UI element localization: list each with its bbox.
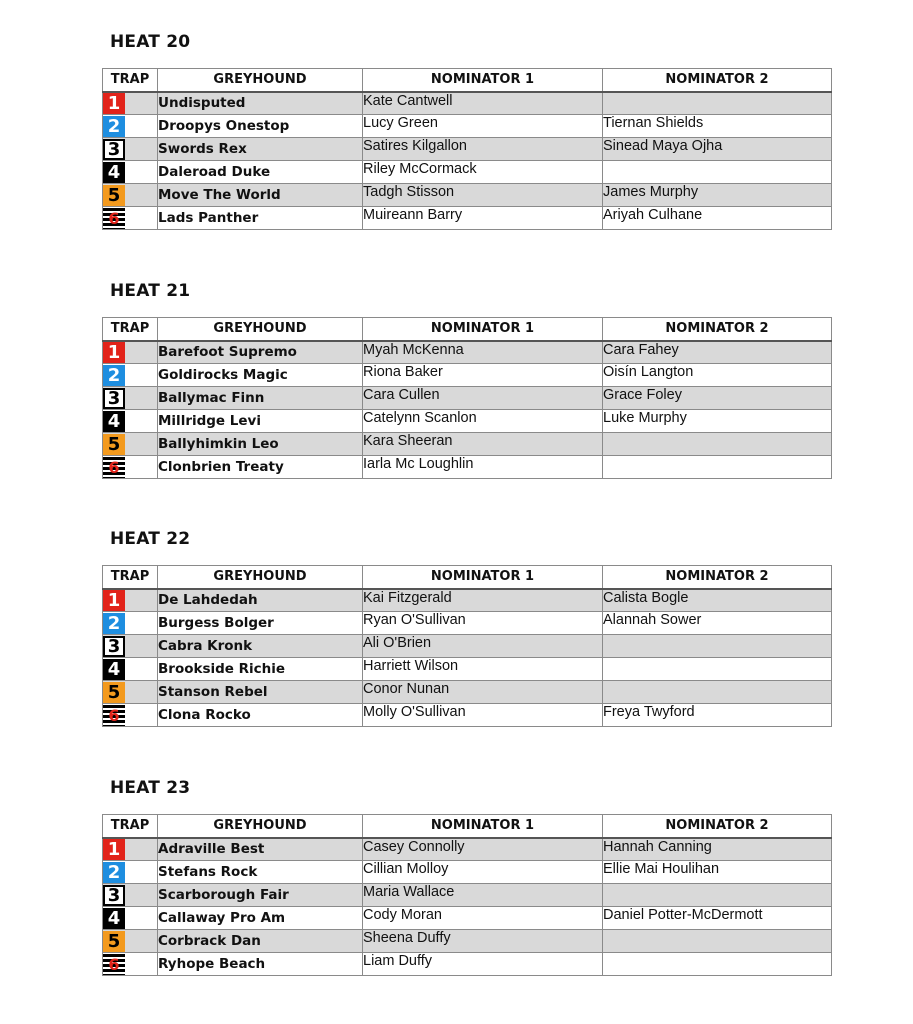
column-header-trap: TRAP (103, 69, 158, 92)
trap-4-badge: 4 (103, 162, 125, 183)
column-header-trap: TRAP (103, 566, 158, 589)
nominator-1-cell: Molly O'Sullivan (363, 704, 603, 727)
greyhound-name: Barefoot Supremo (158, 341, 363, 364)
trap-2-badge: 2 (103, 116, 125, 137)
greyhound-name: Daleroad Duke (158, 161, 363, 184)
trap-cell (103, 184, 158, 207)
nominator-2-cell: Freya Twyford (603, 704, 832, 727)
table-row (103, 184, 832, 207)
greyhound-name: Lads Panther (158, 207, 363, 230)
nominator-1-cell: Kara Sheeran (363, 433, 603, 456)
table-row (103, 861, 832, 884)
nominator-1-cell: Liam Duffy (363, 953, 603, 976)
nominator-1-cell: Conor Nunan (363, 681, 603, 704)
greyhound-name: Stefans Rock (158, 861, 363, 884)
table-row (103, 612, 832, 635)
table-row (103, 161, 832, 184)
greyhound-name: Millridge Levi (158, 410, 363, 433)
trap-cell (103, 930, 158, 953)
heat-table (102, 317, 832, 479)
greyhound-name: Clonbrien Treaty (158, 456, 363, 479)
trap-cell (103, 161, 158, 184)
nominator-1-cell: Maria Wallace (363, 884, 603, 907)
greyhound-name: Ballymac Finn (158, 387, 363, 410)
table-header-row (103, 815, 832, 838)
greyhound-name: Brookside Richie (158, 658, 363, 681)
nominator-1-cell: Iarla Mc Loughlin (363, 456, 603, 479)
table-row (103, 884, 832, 907)
nominator-2-cell (603, 681, 832, 704)
nominator-1-cell: Myah McKenna (363, 341, 603, 364)
trap-6-badge: 6 (103, 457, 125, 478)
greyhound-name: Ballyhimkin Leo (158, 433, 363, 456)
greyhound-name: Burgess Bolger (158, 612, 363, 635)
nominator-1-cell: Riona Baker (363, 364, 603, 387)
heat-table (102, 68, 832, 230)
trap-cell (103, 456, 158, 479)
table-row (103, 589, 832, 612)
nominator-2-cell (603, 930, 832, 953)
trap-5-badge: 5 (103, 434, 125, 455)
trap-6-badge: 6 (103, 705, 125, 726)
column-header-nominator-1: NOMINATOR 1 (363, 69, 603, 92)
trap-cell (103, 612, 158, 635)
trap-cell (103, 681, 158, 704)
column-header-greyhound: GREYHOUND (158, 69, 363, 92)
trap-6-badge: 6 (103, 954, 125, 975)
trap-cell (103, 207, 158, 230)
table-row (103, 907, 832, 930)
heat-title: HEAT 21 (110, 281, 191, 301)
trap-cell (103, 589, 158, 612)
heat-title: HEAT 23 (110, 778, 191, 798)
nominator-2-cell: Sinead Maya Ojha (603, 138, 832, 161)
greyhound-name: Corbrack Dan (158, 930, 363, 953)
greyhound-name: Callaway Pro Am (158, 907, 363, 930)
nominator-2-cell: Tiernan Shields (603, 115, 832, 138)
heat-title: HEAT 20 (110, 32, 191, 52)
trap-2-badge: 2 (103, 365, 125, 386)
nominator-2-cell (603, 884, 832, 907)
trap-cell (103, 115, 158, 138)
nominator-2-cell (603, 635, 832, 658)
trap-cell (103, 861, 158, 884)
nominator-1-cell: Cody Moran (363, 907, 603, 930)
trap-3-badge: 3 (103, 139, 125, 160)
greyhound-name: De Lahdedah (158, 589, 363, 612)
greyhound-name: Cabra Kronk (158, 635, 363, 658)
nominator-1-cell: Lucy Green (363, 115, 603, 138)
column-header-nominator-2: NOMINATOR 2 (603, 69, 832, 92)
nominator-2-cell: Ellie Mai Houlihan (603, 861, 832, 884)
column-header-nominator-2: NOMINATOR 2 (603, 815, 832, 838)
nominator-1-cell: Muireann Barry (363, 207, 603, 230)
nominator-1-cell: Cara Cullen (363, 387, 603, 410)
nominator-2-cell: Daniel Potter-McDermott (603, 907, 832, 930)
nominator-2-cell: Cara Fahey (603, 341, 832, 364)
table-row (103, 115, 832, 138)
greyhound-name: Move The World (158, 184, 363, 207)
nominator-1-cell: Kai Fitzgerald (363, 589, 603, 612)
trap-5-badge: 5 (103, 682, 125, 703)
greyhound-name: Adraville Best (158, 838, 363, 861)
table-row (103, 410, 832, 433)
trap-cell (103, 635, 158, 658)
table-row (103, 207, 832, 230)
trap-3-badge: 3 (103, 885, 125, 906)
nominator-2-cell (603, 456, 832, 479)
table-row (103, 681, 832, 704)
table-row (103, 364, 832, 387)
trap-cell (103, 364, 158, 387)
table-row (103, 704, 832, 727)
trap-5-badge: 5 (103, 931, 125, 952)
trap-1-badge: 1 (103, 590, 125, 611)
trap-3-badge: 3 (103, 636, 125, 657)
nominator-1-cell: Catelynn Scanlon (363, 410, 603, 433)
column-header-greyhound: GREYHOUND (158, 566, 363, 589)
trap-4-badge: 4 (103, 659, 125, 680)
table-row (103, 433, 832, 456)
nominator-1-cell: Ryan O'Sullivan (363, 612, 603, 635)
table-row (103, 92, 832, 115)
table-row (103, 456, 832, 479)
nominator-1-cell: Ali O'Brien (363, 635, 603, 658)
trap-1-badge: 1 (103, 342, 125, 363)
trap-2-badge: 2 (103, 613, 125, 634)
column-header-nominator-1: NOMINATOR 1 (363, 318, 603, 341)
trap-1-badge: 1 (103, 93, 125, 114)
column-header-trap: TRAP (103, 815, 158, 838)
greyhound-name: Swords Rex (158, 138, 363, 161)
trap-cell (103, 704, 158, 727)
nominator-1-cell: Casey Connolly (363, 838, 603, 861)
nominator-1-cell: Tadgh Stisson (363, 184, 603, 207)
trap-cell (103, 907, 158, 930)
trap-cell (103, 92, 158, 115)
column-header-nominator-1: NOMINATOR 1 (363, 815, 603, 838)
nominator-2-cell: Grace Foley (603, 387, 832, 410)
column-header-nominator-2: NOMINATOR 2 (603, 318, 832, 341)
nominator-2-cell: Alannah Sower (603, 612, 832, 635)
nominator-2-cell: Oisín Langton (603, 364, 832, 387)
nominator-1-cell: Harriett Wilson (363, 658, 603, 681)
trap-6-badge: 6 (103, 208, 125, 229)
greyhound-name: Clona Rocko (158, 704, 363, 727)
greyhound-name: Goldirocks Magic (158, 364, 363, 387)
greyhound-name: Scarborough Fair (158, 884, 363, 907)
trap-4-badge: 4 (103, 908, 125, 929)
nominator-1-cell: Sheena Duffy (363, 930, 603, 953)
nominator-2-cell (603, 953, 832, 976)
greyhound-name: Undisputed (158, 92, 363, 115)
table-row (103, 635, 832, 658)
greyhound-name: Stanson Rebel (158, 681, 363, 704)
nominator-2-cell (603, 161, 832, 184)
column-header-greyhound: GREYHOUND (158, 318, 363, 341)
table-header-row (103, 566, 832, 589)
column-header-nominator-2: NOMINATOR 2 (603, 566, 832, 589)
nominator-1-cell: Cillian Molloy (363, 861, 603, 884)
nominator-2-cell: James Murphy (603, 184, 832, 207)
trap-cell (103, 884, 158, 907)
nominator-2-cell: Ariyah Culhane (603, 207, 832, 230)
table-row (103, 930, 832, 953)
column-header-trap: TRAP (103, 318, 158, 341)
table-row (103, 138, 832, 161)
trap-cell (103, 410, 158, 433)
trap-1-badge: 1 (103, 839, 125, 860)
nominator-1-cell: Riley McCormack (363, 161, 603, 184)
nominator-2-cell: Calista Bogle (603, 589, 832, 612)
trap-cell (103, 953, 158, 976)
trap-cell (103, 658, 158, 681)
nominator-2-cell (603, 433, 832, 456)
nominator-2-cell: Luke Murphy (603, 410, 832, 433)
nominator-2-cell (603, 92, 832, 115)
table-row (103, 953, 832, 976)
trap-cell (103, 387, 158, 410)
nominator-2-cell (603, 658, 832, 681)
table-header-row (103, 318, 832, 341)
greyhound-name: Ryhope Beach (158, 953, 363, 976)
heat-title: HEAT 22 (110, 529, 191, 549)
trap-5-badge: 5 (103, 185, 125, 206)
trap-cell (103, 138, 158, 161)
table-header-row (103, 69, 832, 92)
trap-cell (103, 433, 158, 456)
trap-4-badge: 4 (103, 411, 125, 432)
nominator-2-cell: Hannah Canning (603, 838, 832, 861)
trap-cell (103, 341, 158, 364)
trap-3-badge: 3 (103, 388, 125, 409)
heat-table (102, 565, 832, 727)
trap-2-badge: 2 (103, 862, 125, 883)
column-header-greyhound: GREYHOUND (158, 815, 363, 838)
greyhound-name: Droopys Onestop (158, 115, 363, 138)
table-row (103, 341, 832, 364)
table-row (103, 658, 832, 681)
heat-table (102, 814, 832, 976)
nominator-1-cell: Kate Cantwell (363, 92, 603, 115)
column-header-nominator-1: NOMINATOR 1 (363, 566, 603, 589)
nominator-1-cell: Satires Kilgallon (363, 138, 603, 161)
trap-cell (103, 838, 158, 861)
table-row (103, 838, 832, 861)
table-row (103, 387, 832, 410)
